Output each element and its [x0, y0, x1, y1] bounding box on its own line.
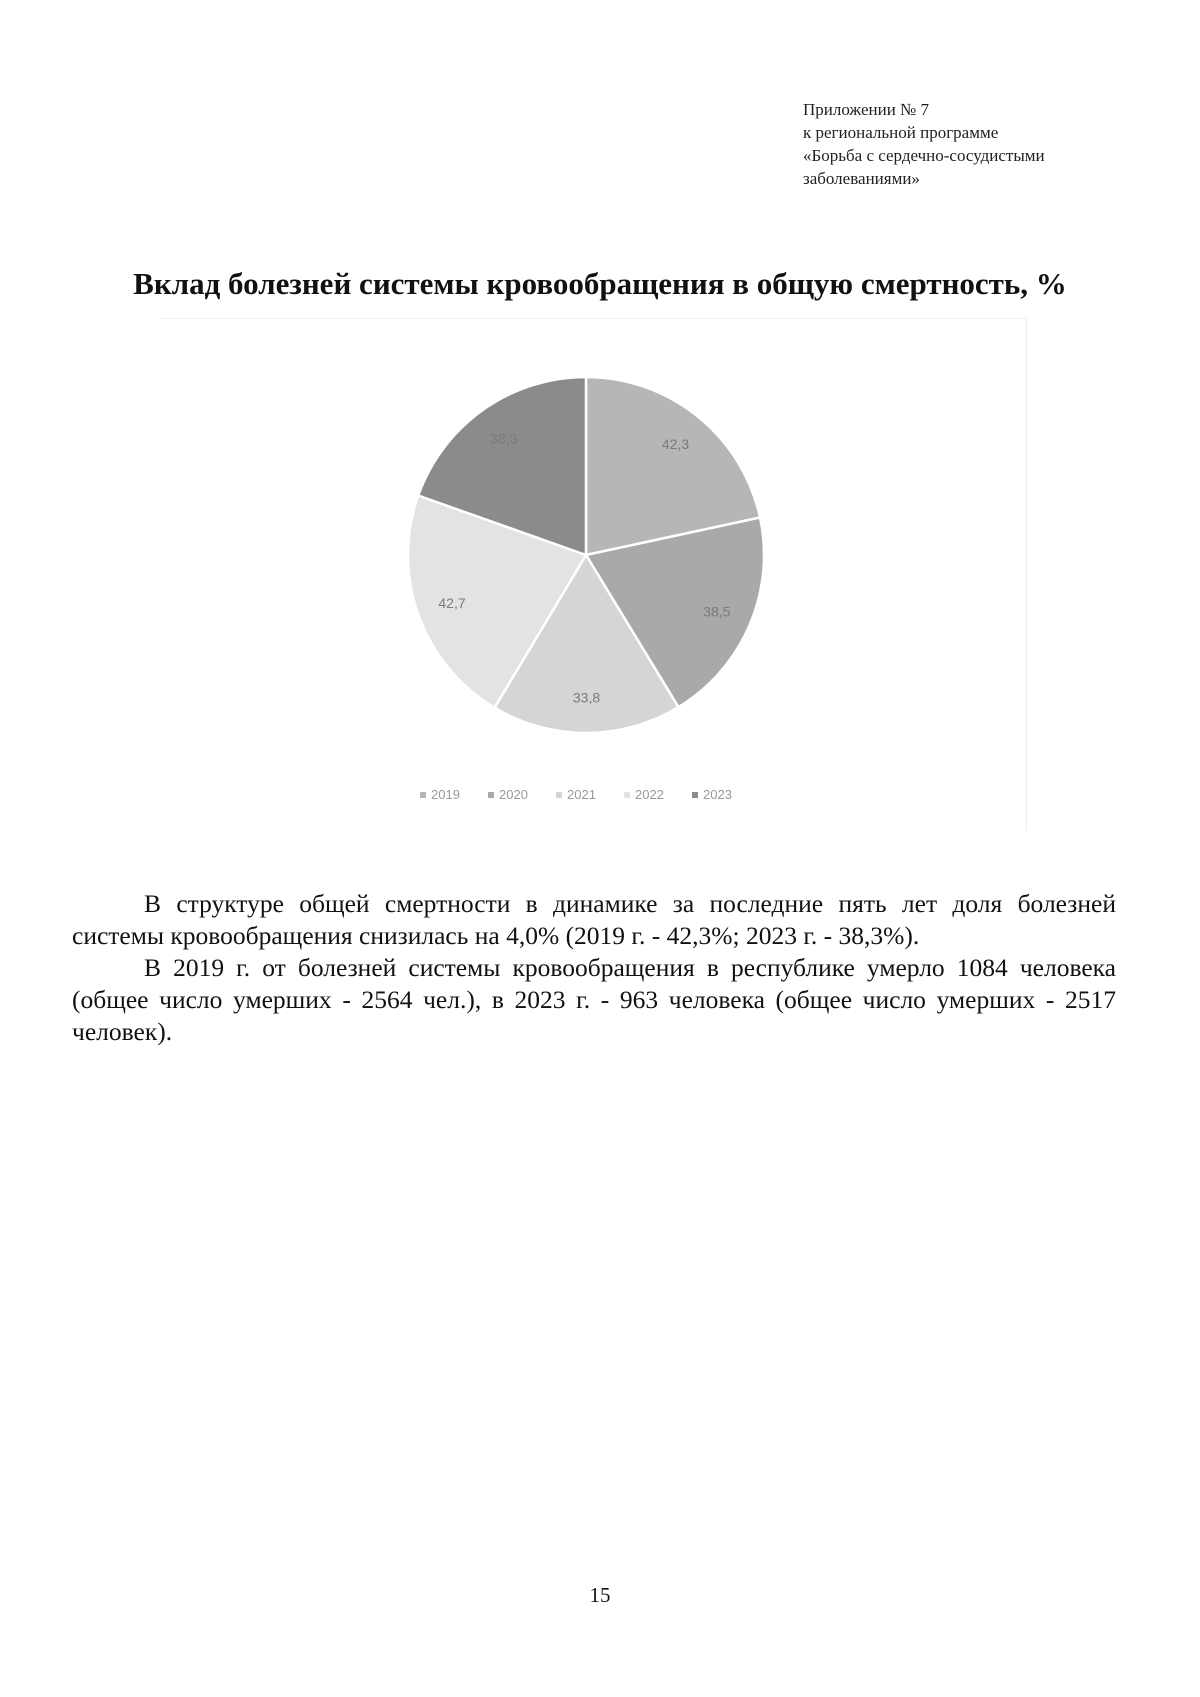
pie-slices — [408, 377, 764, 733]
appendix-line: «Борьба с сердечно-сосудистыми — [803, 146, 1045, 165]
appendix-note — [803, 98, 1163, 190]
legend-swatch — [556, 792, 562, 798]
pie-legend — [420, 787, 732, 802]
appendix-line: Приложении № 7 — [803, 100, 930, 119]
legend-swatch — [624, 792, 630, 798]
paragraph: В 2019 г. от болезней системы кровообращения в республике умерло 1084 человека (общее число умерших - 2564 чел.), в 2023 г. - 963 человека (общее число умерших - 2517 человек). — [72, 953, 1116, 1046]
appendix-line: к региональной программе — [803, 123, 999, 142]
appendix-line: заболеваниями» — [803, 169, 920, 188]
body-text — [72, 888, 1116, 1048]
pie-value-label: 42,7 — [438, 595, 466, 612]
paragraph: В структуре общей смертности в динамике за последние пять лет доля болезней системы кровообращения снизилась на 4,0% (2019 г. - 42,3%; 2023 г. - 38,3%). — [72, 889, 1116, 950]
legend-label: 2019 — [431, 787, 460, 802]
page-number: 15 — [589, 1583, 611, 1607]
pie-value-label: 42,3 — [661, 436, 690, 453]
legend-swatch — [692, 792, 698, 798]
pie-value-label: 38,3 — [490, 430, 518, 447]
pie-chart-area — [160, 318, 1027, 831]
legend-label: 2021 — [567, 787, 596, 802]
legend-label: 2022 — [635, 787, 664, 802]
legend-label: 2020 — [499, 787, 528, 802]
pie-value-label: 38,5 — [703, 603, 731, 620]
legend-swatch — [420, 792, 426, 798]
pie-value-label: 33,8 — [572, 689, 601, 706]
pie-chart — [160, 319, 1026, 831]
legend-label: 2023 — [703, 787, 732, 802]
legend-swatch — [488, 792, 494, 798]
page-title: Вклад болезней системы кровообращения в общую смертность, % — [133, 266, 1067, 301]
